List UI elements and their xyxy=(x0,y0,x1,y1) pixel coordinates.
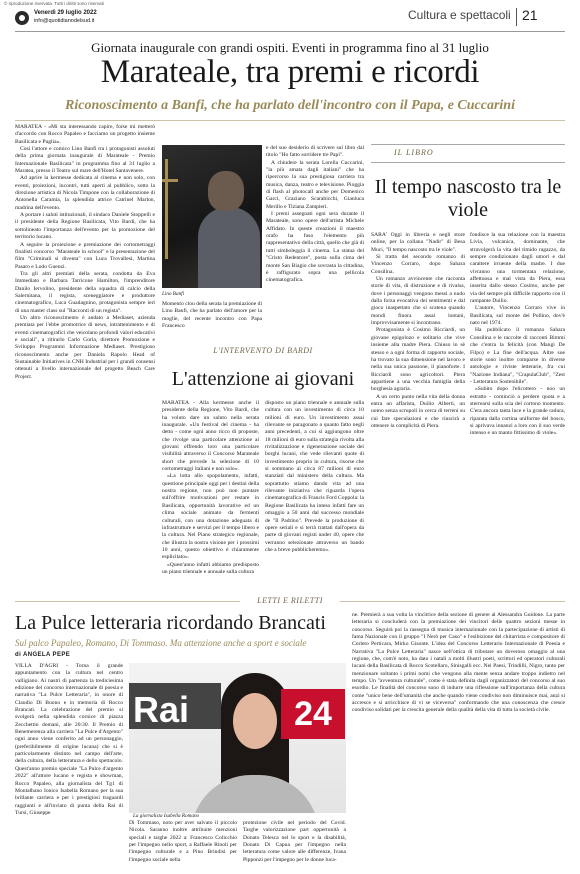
bardi-title: L'attenzione ai giovani xyxy=(171,368,355,390)
paragraph: e del suo desiderio di scrivere sul libro dal titolo "Ho fatto sorridere tre Papi". xyxy=(266,145,364,159)
paragraph: Protagonista è Cosimo Ricciardi, un giovane epigolozo e solitario che vive insieme alla madre Piera. Chiuso in sè stesso e a ogni forma di rapporto sociale, ha trovato la sua dimensione nel lavoro e nella sua unica passione, il pianoforte. I Ricciardi sono agricoltori. Piera appartiene a una vecchia famiglia della borghesia agraria. xyxy=(371,327,465,393)
paragraph: A un certo punto nella vita della donna entra un affarista, Duilio Alberti, un uomo senza scrupoli in cerca di terreni su cui fare speculazioni e che riuscirà a ottenere la complicità di Piera. xyxy=(371,393,465,429)
paragraph: Di Tommaso, noto per aver salvato il piccolo Nicola. Saranno inoltre attribuite menzioni speciali e targhe 2022 a: Francesco Colicchio per l'impegno nello sport, a Raffaele Rinoli per l'impegno culturale e a Pino Brindisi per l'impegno sociale nella xyxy=(129,820,237,863)
paragraph: I premi assegnati ogni sera durante il Marateale, sono opere dell'artista Michele Affidato. In queste creazioni il maestro orafo ha fuso l'elemento più rappresentativo della città, quello che già di tutti simboleggia il cinema. La statua del "Cristo Redentore", posta sulla cima del monte San Biagio che sovrasta la cittadina, è raffigurato sopra una pellicola cinematografica. xyxy=(266,211,364,284)
paragraph: Ha pubblicato il romanzo Sahara Consilina e le raccolte di racconti Bimmi che c'entra la felicità (con Mangi De Filpo) e La fine dell'acqua. Altre sue storie sono inoltre comparse in diverse antologie e riviste letterarie, fra cui "Nazione Indiana", "CrapulaClub", "Zest - Letteratura Sostenibile". xyxy=(470,327,565,385)
main-rule xyxy=(15,120,565,121)
paragraph: fondisce la sua relazione con la maestra Livia, vulcanica, dominante, che stravolgerà la vita del timido ragazzo, da sempre condizionato dagli umori e dal carattere irruente della madre. I due vivranno una tormentata relazione, affettuosa e mal vista da Piera, essa inserita dallo stesso Cosimo, anche per via del sempre più difficile rapporto con il rampante Duilio. xyxy=(470,232,565,305)
libro-label: IL LIBRO xyxy=(394,148,434,157)
pulce-subhead: Sul palco Papaleo, Romano, Di Tommaso. Ma attenzione anche a sport e sociale xyxy=(15,638,307,648)
main-article-col2 xyxy=(162,301,262,339)
paragraph: A chiudere la serata Lorella Cuccarini, "la più amata dagli italiani" che ha ripercorso la sua prestigiosa carriera tra musica, danza, teatro e televisione. Pioggia di flash al photocall anche per Domenico Garcì, Graziano Scarabicchi, Gianluca Merillo e Tiziana Zampieri. xyxy=(266,159,364,210)
photo-caption: Lino Banfi xyxy=(162,291,185,297)
quotidiano-logo-icon xyxy=(15,11,29,25)
rai-news24-logo: 24 xyxy=(281,689,345,739)
libro-col1 xyxy=(371,232,465,588)
libro-col2 xyxy=(470,232,565,588)
bardi-col2 xyxy=(265,400,364,588)
pulce-col2 xyxy=(129,820,237,870)
main-article-col1 xyxy=(15,124,155,594)
main-kicker: Giornata inaugurale con grandi ospiti. Eventi in programma fino al 31 luglio xyxy=(91,40,489,55)
pulce-label: LETTI E RILETTI xyxy=(240,596,340,605)
pulce-col3 xyxy=(243,820,346,870)
paragraph: Si tratta del secondo romanzo di Vincenzo Corraro, dopo Sahara Consilina. xyxy=(371,254,465,275)
libro-title: Il tempo nascosto tra le viole xyxy=(374,176,562,221)
isabella-romano-photo xyxy=(129,663,346,813)
issue-date: Venerdì 29 luglio 2022 xyxy=(34,10,97,16)
paragraph: Un romanzo avvincente che racconta storie di vita, di distruzione e di rivalsa, dove i personaggi vengono messi a nudo dalla forza evocativa dei sentimenti e dal gioco inaspettato che si scatena quando mondi finora assai lontani, improvvisamente si incontrano. xyxy=(371,276,465,327)
photo-caption: La giornalista Isabella Romano xyxy=(133,813,200,819)
pulce-title: La Pulce letteraria ricordando Brancati xyxy=(15,612,326,634)
libro-rule xyxy=(371,144,565,145)
main-subhead: Riconoscimento a Banfi, che ha parlato dell'incontro con il Papa, e Cuccarini xyxy=(65,98,515,113)
paragraph: A portare i saluti istituzionali, il sindaco Daniele Stoppelli e il presidente della Regione Basilicata, Vito Bardi, che ha sottolineato l'importanza dell'evento per la promozione del territorio lucano. xyxy=(15,212,155,241)
main-article-col3 xyxy=(266,145,364,340)
paragraph: Un altro riconoscimento è andato a Mediaset, azienda premiata per l'ebbe promotrice di news, intrattenimento e di eventi cinematografici che veicolano profondi valori educativi e sociali", a ritirarlo Carlo Gorla, direttore Promozione e Sviluppo Programmi Informazione Mediaset. Prestigioso riconoscimento anche per Daniela Rapolo Head of Sustainable Initiatives in CNH Industrial per i grandi consensi ottenuti a livello internazionale del progetto Beach Care Project. xyxy=(15,314,155,380)
award-statue xyxy=(165,159,198,259)
byline: di ANGELA PEPE xyxy=(15,652,71,658)
header-divider xyxy=(516,8,517,26)
paragraph: disposto un piano triennale e annuale sulla cultura con un investimento di circa 10 milioni di euro. Un investimento assai rilevante se paragonato a quanto fatto negli anni precedenti, a cui si aggiungono oltre 18 milioni di euro sulla strategia rivolta alla rivitalizzazione e rigenerazione sociale dei borghi lucani, che vede rilevanti quote di investimento proprio in cultura, risorse che si sommano ai circa 87 milioni di euro stanziati dal ministero della cultura. Ma soprattutto stiamo dando vita ad una rilevante iniziativa che riguarda l'opera cinematografica di Francis Ford Coppola: la Regione Basilicata ha inteso infatti fare un omaggio a 50 anni dal successo mondiale de "Il Padrino". Prevede la produzione di opere seriali e si terrà trattati dall'opera da parte di giovani registi under 40, opere che verranno selezionate attraverso un bando che a breve pubblicheremo». xyxy=(265,400,364,553)
section-name: Cultura e spettacoli xyxy=(408,8,511,22)
paragraph: Ad aprire la kermesse dedicata al cinema e non solo, con eventi, proiezioni, incontri, tutti aperti al pubblico, sotto la direzione artistica di Nicola Timpone con la collaborazione di Antonella Caramia, la splendida attrice Catrinel Marlon, madrina dell'evento. xyxy=(15,175,155,211)
paragraph: A seguire la proiezione e premiazione dei cortometraggi finalisti concorso "Marateale in school" e la presentazione del film "Criminali si diventa" con Luca Trovallesi, Martina Pasaro e Lodo Guenzi. xyxy=(15,241,155,270)
lino-banfi-photo xyxy=(162,145,262,288)
paragraph: L'autore, Vincenzo Corraro vive in Basilicata, sul monte del Pollino, dov'è nato nel 1974. xyxy=(470,305,565,327)
bardi-label: L'INTERVENTO DI BARDI xyxy=(162,346,364,355)
paragraph: Tra gli altri premiati della serata, condotta da Eva Immediato e Barbara Tarricone Hamilton, l'imprenditore Danilo Iervolino, presidente della squadra di calcio della Salernitana, il regista, sceneggiatore e produttore cinematografico, Luca Guadagnino, protagonista sempre ieri di una master class sul "Racconti di un regista". xyxy=(15,270,155,314)
paragraph: VILLA D'AGRI - Torna il grande appuntamento con la cultura nel centro valligiano. Ai nastri di partenza la trediciesima edizione del concorso internazionale di poesia e narrativa "La Pulce Letteraria", in onore di Claudio Di Buono e in memoria di Rocco Brancati. La celebrazione del premio si svolgerà nella splendida cornice di piazza Zecchettin domani, alle 20:30. Il Premio di Benemerenza alla carriera "La Pulce d'Argento" ogni anno viene conferito ad un personaggio, (preferibilmente di origine lucana) che si è particolarmente distinto nel campo dell'arte, della cultura, della letteratura e dello spettacolo. Quest'anno premio speciale "La Pulce d'argento 2022" all'attore lucano e regista e showman, Rocco Papaleo, alla giornalista del Tg1 di Montalbano Ionico Isabella Romano per la sua brillante carriera e per i prestigiosi traguardi raggiunti e all'inviato di punta della Rai di Tursi, Giuseppe xyxy=(15,663,123,816)
paragraph: MARATEA - «Mi sta interessando capire, forse mi metterò d'accordo con Rocco Papaleo e facciamo un progetto insieme Basilicata e Puglia». xyxy=(15,124,155,145)
libro-rule xyxy=(371,162,565,163)
paragraph: protezione civile nel periodo del Covid. Targhe valorizzazione part oppertunità a Donato Telesca nel lo sport e la disabilità, Donato Di Capua per l'impegno nella letteratura come valore alle differenze, Ivana Pipponzi per l'impegno per le donne luca- xyxy=(243,820,346,863)
paragraph: «Quest'anno infatti abbiamo predisposto un piano triennale e annuale sulla cultura xyxy=(162,561,259,575)
paragraph: «Subito dopo l'elicottero - noo un estratto - cominciò a perdere quota e a sterrearsi sulla scia del cortono momento. C'era ancora tanta luce e la grande radura, riparata dalla cortina uniforme del bosco, si aprivava innanzi a loro con il suo verde intenso e un manto fittissimo di viole». xyxy=(470,386,565,437)
paragraph: Momento clou della serata la premiazione di Lino Banfi, che ha parlato dell'amore per la moglie, del recente incontro con Papa Francesco xyxy=(162,301,262,330)
page-number: 21 xyxy=(522,7,538,23)
bardi-col1 xyxy=(162,400,259,588)
paragraph: MARATEA - Alla kermesse anche il presidente della Regione, Vito Bardi, che ha voluto dare un saluto nella serata inaugurale. «Un festival del cinema - ha detto - come ogni anno ricco di proposte, che rivolge una particolare attenzione ai giovani offrendo loro una particolare visibilità attraverso il Concorso Marateale short che prevede la selezione di 10 cortometraggi italiani e non solo». xyxy=(162,400,259,473)
copyright-note: © riproduzione riservata. Tutti i diritti sono riservati xyxy=(4,1,104,6)
pulce-col4 xyxy=(352,612,565,869)
pulce-col1 xyxy=(15,663,123,869)
main-headline: Marateale, tra premi e ricordi xyxy=(100,54,480,90)
newspaper-email: info@quotidianodelsud.it xyxy=(34,18,95,24)
paragraph: SARA' Oggi in libreria e negli store online, per la collana "Nadir" di Besa Muci, "Il tempo nascosto tra le viole". xyxy=(371,232,465,253)
rai-logo: Rai xyxy=(133,689,190,730)
header-rule xyxy=(15,31,565,32)
paragraph: Così l'attore e comico Lino Banfi tra i protagonisti assoluti della prima giornata inaugurale di Marateale - Premio Internazionale Basilicata" in programma fino al 31 luglio a Maratea, presso il Teatro sul mare dell'Hotel Santavenere. xyxy=(15,146,155,175)
paragraph: «La lotta allo spopolamento, infatti, questione principale oggi per i destini della nostra regione, non può non puntare sull'offrire motivazioni per restare in Basilicata, opportunità lavorative ed un clima sociale animato da fermenti culturali, con una dotazione adeguata di infrastrutture e servizi per il tempo libero e la cultura. Nel Piano strategico regionale, che illustra la nostra visione per i prossimi 10 anni, questo obiettivo è chiaramente esplicitato». xyxy=(162,473,259,561)
paragraph: ne. Premierà a sua volta la vincitrice della sezione di genere al Alessandra Guidone. La parte letteraria si concluderà con la premiazione dei vincitori delle quattro sezioni messe in concorso. Seguirà poi la rassegna di musica internazionale con la partecipazione di artisti di fama Nazionale con il gruppo "I Nerò per Caso" e l'esibizione del chitarrista e compositore di Corleto Perticara, Mirko Gisonte. L'idea del Concorso Letterario Internazionale di Poesia e Narrativa "La Pulce Letteraria" nasce nell'ottica di tributare un doveroso omaggio al una regione, che, com'è noto, ha dato i natali a molti illustri poeti, scrittori ed operatori culturali lucani della Basilicata di Rocco Scotellaro, Sinisgalli ecc. Nei Paesi, Trindilli, Nigro, tanto per menzionare soltanto i primi nomi che vengono alla mente senza andare troppo indietro nel tempo. Un "avventura culturale", come è stata definita dagli organizzatori del concorso al suo esordio. Le finalità del concorso sono di indurre una riflessione sull'importanza della cultura come "unico bene dell'umanità che anche quando viene condiviso non diminuisce mai, anzi si accresce e si arricchisce di vi se viceversa" conformando che una conoscenza che cresce condiviso solidati per la crescita generale della qualità della vita di tutta la società civile. xyxy=(352,612,565,714)
